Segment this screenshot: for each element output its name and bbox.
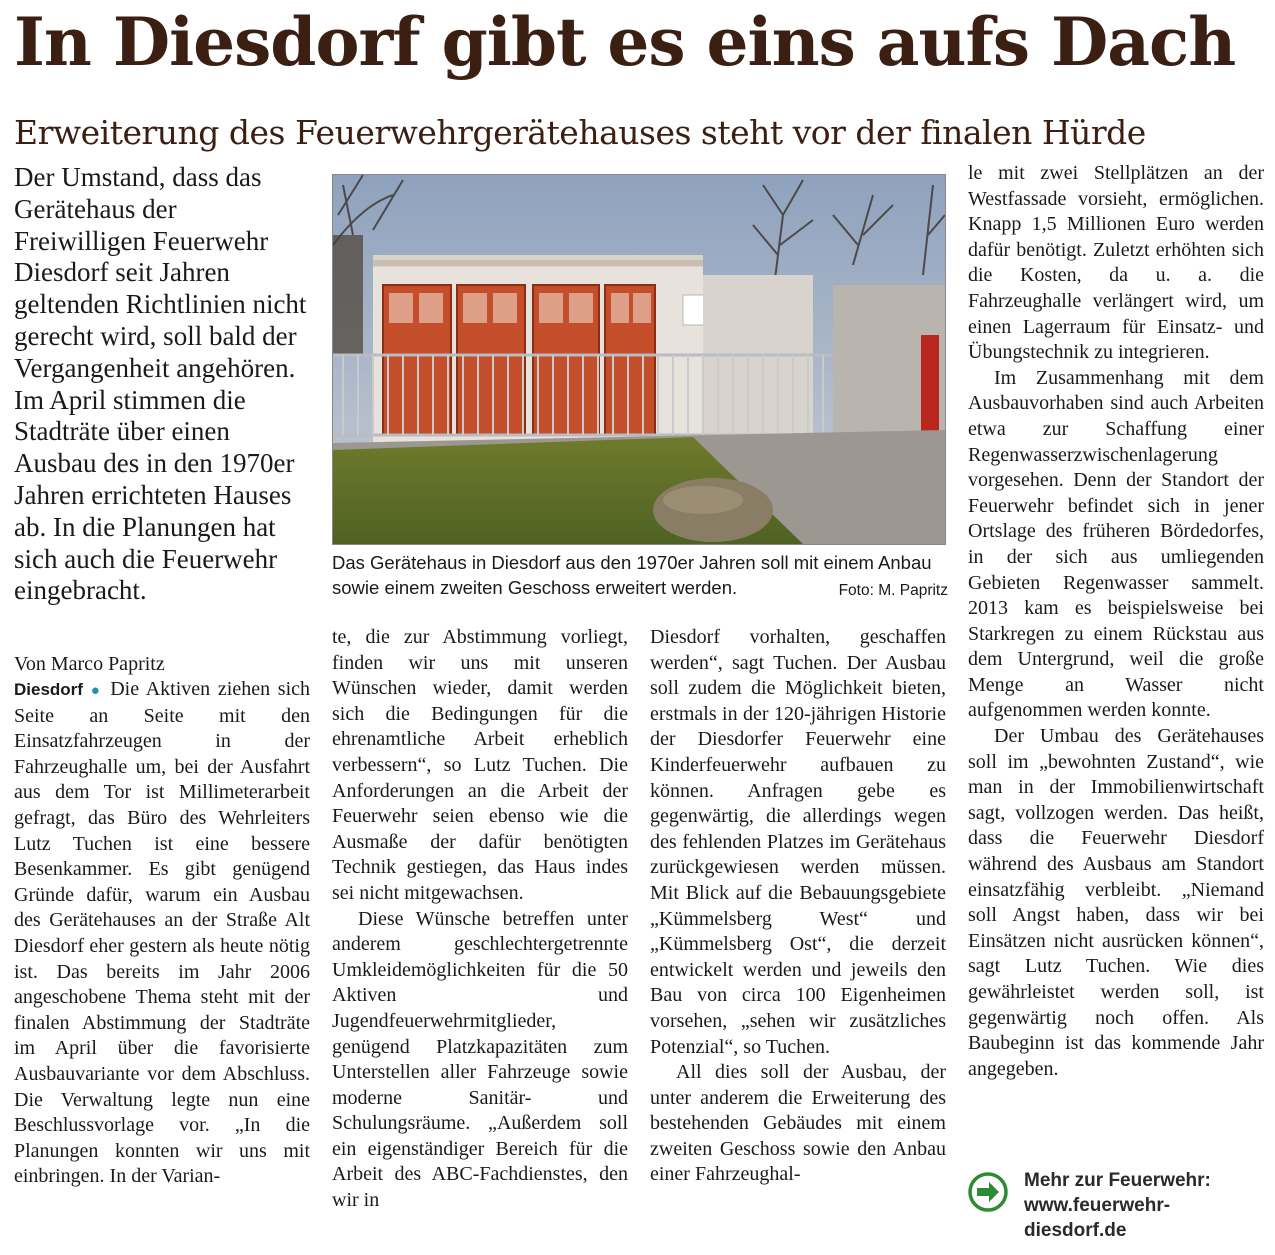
photo-caption	[332, 550, 948, 603]
column-4-paragraph-1: le mit zwei Stellplätzen an der Westfassade vorsieht, ermöglichen. Knapp 1,5 Millionen Euro werden dafür benötigt. Zuletzt erhöhten sich die Kosten, da u. a. die Fahrzeughalle verlängert wird, um einen Lagerraum für Einsatz- und Übungstechnik zu integrieren.	[968, 162, 1264, 364]
column-2-paragraph-2: Diese Wünsche betreffen unter anderem geschlechtergetrennte Umkleidemöglichkeiten für die 50 Aktiven und Jugendfeuerwehrmitglieder, genügend Platzkapazitäten zum Unterstellen aller Fahrzeuge sowie moderne Sanitär- und Schulungsräume. „Außerdem soll ein eigenständiger Bereich für die Arbeit des ABC-Fachdienstes, den wir in	[332, 907, 628, 1212]
column-2	[332, 625, 628, 1214]
photo-credit: Foto: M. Papritz	[838, 582, 948, 599]
column-1	[14, 651, 310, 1190]
byline: Von Marco Papritz	[14, 653, 165, 675]
dateline-marker: ●	[90, 682, 103, 699]
arrow-right-circle-icon	[968, 1172, 1008, 1212]
column-3-paragraph-2: All dies soll der Ausbau, der unter anderem die Erweiterung des bestehenden Gebäudes mit einem zweiten Geschoss sowie den Anbau einer Fahrzeughal-	[650, 1061, 946, 1186]
column-3-paragraph-1: Diesdorf vorhalten, geschaffen werden“, sagt Tuchen. Der Ausbau soll zudem die Möglichkeit bieten, erstmals in der 120-jährigen Historie der Diesdorfer Feuerwehr eine Kinderfeuerwehr aufbauen zu können. Anfragen gebe es gegenwärtig, die allerdings wegen des fehlenden Platzes im Gerätehaus zurückgewiesen werden müssen. Mit Blick auf die Bebauungsgebiete „Kümmelsberg West“ und „Kümmelsberg Ost“, die derzeit entwickelt werden und jeweils den Bau von circa 100 Eigenheimen vorsehen, „sehen wir zusätzliches Potenzial“, so Tuchen.	[650, 626, 946, 1058]
more-info-box	[968, 1168, 1268, 1248]
caption-text: Das Gerätehaus in Diesdorf aus den 1970er Jahren soll mit einem Anbau sowie einem zweiten Geschoss erweitert werden.	[332, 552, 932, 598]
column-2-paragraph-1: te, die zur Abstimmung vorliegt, finden wir uns mit unseren Wünschen wieder, damit werden sich die Bedingungen für die ehrenamtliche Arbeit erheblich verbessern“, so Lutz Tuchen. Die Anforderungen an die Arbeit der Feuerwehr seien ebenso wie die Ausmaße der dafür benötigten Technik gestiegen, das Haus indes sei nicht mitgewachsen.	[332, 626, 628, 904]
dateline: Diesdorf	[14, 680, 83, 699]
column-4-paragraph-2: Im Zusammenhang mit dem Ausbauvorhaben sind auch Arbeiten etwa zur Schaffung einer Regenwasserzwischenlagerung vorgesehen. Denn der Standort der Feuerwehr befindet sich in jener Ortslage des früheren Bördedorfes, in der sich aus umliegenden Gebieten Regenwasser sammelt. 2013 kam es beispielsweise bei Starkregen zu einem Rückstau aus dem Untergrund, weil die große Menge an Wasser nicht aufgenommen werden konnte.	[968, 366, 1264, 722]
more-info-text	[1024, 1168, 1211, 1243]
fire-station-photo	[332, 174, 946, 545]
more-info-link[interactable]: www.feuerwehr-	[1024, 1195, 1171, 1216]
more-info-label: Mehr zur Feuerwehr:	[1024, 1170, 1211, 1191]
column-4	[968, 161, 1264, 1082]
subheadline: Erweiterung des Feuerwehrgerätehauses steht vor der finalen Hürde	[14, 113, 1146, 152]
headline: In Diesdorf gibt es eins aufs Dach	[14, 3, 1236, 81]
lead-paragraph: Der Umstand, dass das Gerätehaus der Freiwilligen Feuerwehr Diesdorf seit Jahren geltenden Richtlinien nicht gerecht wird, soll bald der Vergangenheit angehören. Im April stimmen die Stadträte über einen Ausbau des in den 1970er Jahren errichteten Hauses ab. In die Planungen hat sich auch die Feuerwehr eingebracht.	[14, 162, 307, 606]
column-4-paragraph-3: Der Umbau des Gerätehauses soll im „bewohnten Zustand“, wie man in der Immobilienwirtschaft sagt, vollzogen werden. Das heißt, dass die Feuerwehr Diesdorf während des Ausbaus am Standort einsatzfähig verbleibt. „Niemand soll Angst haben, dass wir bei Einsätzen nicht ausrücken können“, sagt Lutz Tuchen. Wie dies gewährleistet werden soll, ist gegenwärtig noch offen. Als Baubeginn ist das kommende Jahr angegeben.	[968, 725, 1264, 1080]
photo-illustration	[333, 175, 945, 544]
column-1-paragraph	[14, 677, 310, 1190]
column-1-text: Die Aktiven ziehen sich Seite an Seite mit den Einsatzfahrzeugen in der Fahrzeughalle um, bei der Ausfahrt aus dem Tor ist Millimeterarbeit gefragt, das Büro des Wehrleiters Lutz Tuchen ist eine bessere Besenkammer. Es gibt genügend Gründe dafür, warum ein Ausbau des Gerätehauses an der Straße Alt Diesdorf eher gestern als heute nötig ist. Das bereits im Jahr 2006 angeschobene Thema steht mit der finalen Abstimmung der Stadträte im April über die favorisierte Ausbauvariante vor dem Abschluss. Die Verwaltung legte nun eine Beschlussvorlage vor. „In die Planungen konnten wir uns mit einbringen. In der Varian-	[14, 678, 311, 1188]
more-info-link-continued[interactable]: diesdorf.de	[1024, 1220, 1127, 1241]
column-3	[650, 625, 946, 1188]
